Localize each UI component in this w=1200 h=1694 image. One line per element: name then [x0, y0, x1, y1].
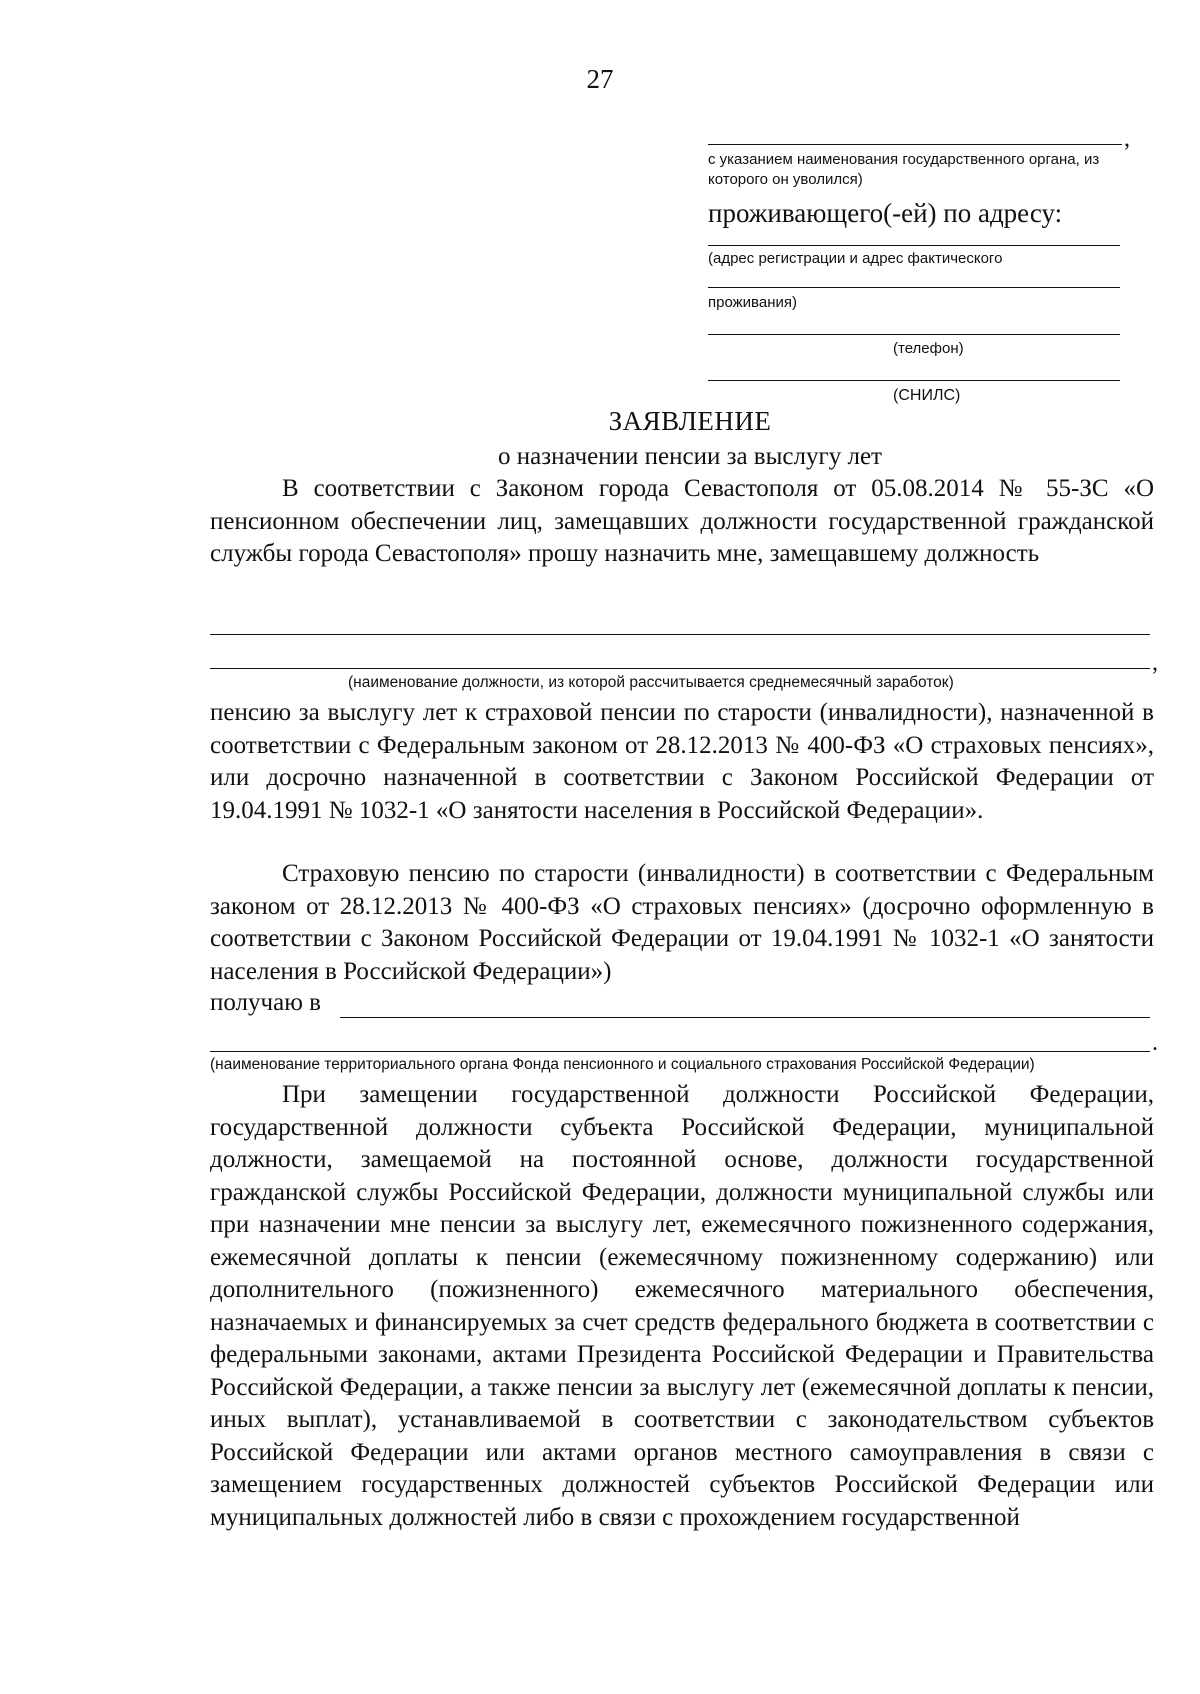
document-subtitle: о назначении пенсии за выслугу лет [498, 443, 882, 470]
document-title: ЗАЯВЛЕНИЕ [608, 406, 772, 436]
receive-dot: . [1152, 1030, 1158, 1056]
address-line-1[interactable] [708, 245, 1120, 246]
residing-label: проживающего(-ей) по адресу: [708, 198, 1063, 228]
phone-line[interactable] [708, 334, 1120, 335]
snils-line[interactable] [708, 380, 1120, 381]
position-line-2[interactable] [210, 668, 1150, 669]
receive-line-2[interactable] [210, 1051, 1150, 1052]
address-line-2[interactable] [708, 287, 1120, 288]
receive-note: (наименование территориального органа Фонда пенсионного и социального страхования Российской Федерации) [210, 1056, 1035, 1073]
address-note-2: проживания) [708, 294, 797, 311]
position-note: (наименование должности, из которой рассчитывается среднемесячный заработок) [348, 674, 954, 691]
receive-label: получаю в [210, 989, 321, 1016]
former-agency-note: с указанием наименования государственного органа, из которого он уволился) [708, 151, 1100, 188]
position-comma: , [1152, 650, 1158, 676]
position-line-1[interactable] [210, 634, 1150, 635]
page-number: 27 [586, 64, 614, 94]
address-note-1: (адрес регистрации и адрес фактического [708, 250, 1003, 267]
receive-line-1[interactable] [340, 1017, 1150, 1018]
paragraph-request: В соответствии с Законом города Севастополя от 05.08.2014 № 55-ЗС «О пенсионном обеспечении лиц, замещавших должности государственной гражданской службы города Севастополя» прошу назначить мне, замещавшему должность [210, 475, 1154, 567]
phone-note: (телефон) [893, 340, 964, 357]
former-agency-comma: , [1124, 126, 1130, 152]
snils-note: (СНИЛС) [893, 387, 961, 404]
paragraph-pension: пенсию за выслугу лет к страховой пенсии по старости (инвалидности), назначенной в соответствии с Федеральным законом от 28.12.2013 № 400-ФЗ «О страховых пенсиях», или досрочно назначенной в соответствии с Законом Российской Федерации от 19.04.1991 № 1032-1 «О занятости населения в Российской Федерации». [210, 699, 1154, 824]
paragraph-conditions: При замещении государственной должности Российской Федерации, государственной должности субъекта Российской Федерации, муниципальной должности, замещаемой на постоянной основе, должности государственной гражданской службы Российской Федерации, должности муниципальной службы или при назначении мне пенсии за выслугу лет, ежемесячного пожизненного содержания, ежемесячной доплаты к пенсии (ежемесячному пожизненному содержанию) или дополнительного (пожизненного) ежемесячного материального обеспечения, назначаемых и финансируемых за счет средств федерального бюджета в соответствии с федеральными законами, актами Президента Российской Федерации и Правительства Российской Федерации, а также пенсии за выслугу лет (ежемесячной доплаты к пенсии, иных выплат), устанавливаемой в соответствии с законодательством субъектов Российской Федерации или актами органов местного самоуправления в связи с замещением государственных должностей субъектов Российской Федерации или муниципальных должностей либо в связи с прохождением государственной [210, 1081, 1154, 1531]
former-agency-line[interactable] [708, 144, 1122, 145]
paragraph-insurance: Страховую пенсию по старости (инвалидности) в соответствии с Федеральным законом от 28.12.2013 № 400-ФЗ «О страховых пенсиях» (досрочно оформленную в соответствии с Законом Российской Федерации от 19.04.1991 № 1032-1 «О занятости населения в Российской Федерации») [210, 860, 1154, 985]
